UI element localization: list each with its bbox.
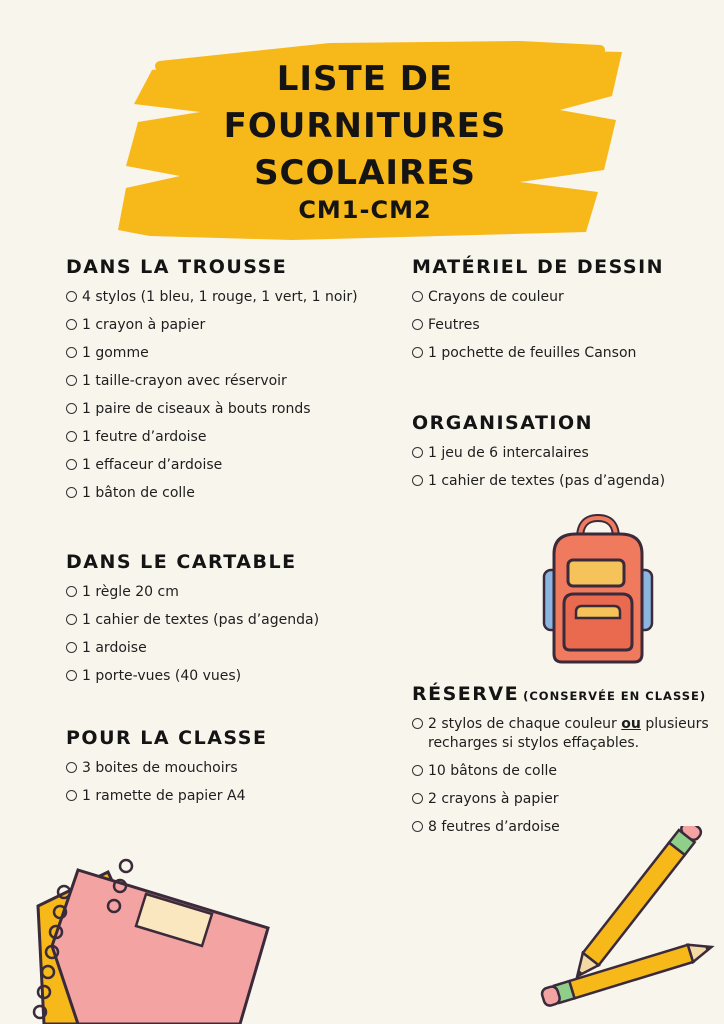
list-item[interactable]: 1 cahier de textes (pas d’agenda) — [412, 472, 665, 491]
section-reserve — [412, 683, 724, 846]
checkbox-icon[interactable] — [412, 319, 423, 330]
checkbox-icon[interactable] — [66, 790, 77, 801]
list-organisation — [412, 444, 665, 491]
checkbox-icon[interactable] — [66, 291, 77, 302]
checkbox-icon[interactable] — [412, 291, 423, 302]
section-title-cartable: DANS LE CARTABLE — [66, 551, 297, 573]
backpack-icon — [536, 514, 660, 668]
list-item[interactable]: 4 stylos (1 bleu, 1 rouge, 1 vert, 1 noir) — [66, 288, 358, 307]
checkbox-icon[interactable] — [412, 765, 423, 776]
checkbox-icon[interactable] — [66, 431, 77, 442]
list-item[interactable]: 1 porte-vues (40 vues) — [66, 667, 319, 686]
checkbox-icon[interactable] — [412, 718, 423, 729]
list-item[interactable]: 1 ardoise — [66, 639, 319, 658]
list-item[interactable]: 10 bâtons de colle — [412, 762, 724, 781]
checkbox-icon[interactable] — [66, 762, 77, 773]
section-title-dessin: MATÉRIEL DE DESSIN — [412, 256, 665, 278]
list-dessin — [412, 288, 664, 363]
section-title-classe: POUR LA CLASSE — [66, 727, 268, 749]
page-title — [150, 56, 580, 225]
list-item[interactable]: 8 feutres d’ardoise — [412, 818, 724, 837]
reserve-note: (CONSERVÉE EN CLASSE) — [523, 689, 707, 703]
list-item[interactable]: 1 gomme — [66, 344, 358, 363]
list-reserve — [412, 715, 724, 837]
pencil-icon — [520, 826, 724, 1024]
list-item[interactable]: 1 crayon à papier — [66, 316, 358, 335]
checkbox-icon[interactable] — [66, 614, 77, 625]
list-item[interactable]: 2 stylos de chaque couleur ou plusieurs recharges si stylos effaçables. — [412, 715, 724, 753]
section-dessin — [412, 256, 664, 372]
section-title-reserve — [412, 683, 724, 705]
list-item[interactable]: 1 pochette de feuilles Canson — [412, 344, 664, 363]
reserve-title: RÉSERVE — [412, 683, 520, 705]
list-item[interactable]: Crayons de couleur — [412, 288, 664, 307]
section-cartable — [66, 551, 319, 695]
section-title-organisation: ORGANISATION — [412, 412, 594, 434]
checkbox-icon[interactable] — [412, 793, 423, 804]
section-trousse — [66, 256, 358, 512]
section-classe — [66, 727, 267, 815]
list-item[interactable]: 1 cahier de textes (pas d’agenda) — [66, 611, 319, 630]
checkbox-icon[interactable] — [66, 403, 77, 414]
title-line-1: LISTE DE — [276, 59, 454, 99]
list-item[interactable]: Feutres — [412, 316, 664, 335]
checkbox-icon[interactable] — [66, 347, 77, 358]
list-item[interactable]: 1 paire de ciseaux à bouts ronds — [66, 400, 358, 419]
checkbox-icon[interactable] — [66, 670, 77, 681]
list-trousse — [66, 288, 358, 503]
list-item[interactable]: 1 effaceur d’ardoise — [66, 456, 358, 475]
checkbox-icon[interactable] — [66, 586, 77, 597]
list-item[interactable]: 1 feutre d’ardoise — [66, 428, 358, 447]
checkbox-icon[interactable] — [66, 375, 77, 386]
list-cartable — [66, 583, 319, 686]
section-title-trousse: DANS LA TROUSSE — [66, 256, 288, 278]
checkbox-icon[interactable] — [412, 475, 423, 486]
checkbox-icon[interactable] — [412, 447, 423, 458]
class-level: CM1-CM2 — [298, 196, 432, 224]
list-item[interactable]: 2 crayons à papier — [412, 790, 724, 809]
checkbox-icon[interactable] — [66, 459, 77, 470]
checkbox-icon[interactable] — [66, 487, 77, 498]
list-item[interactable]: 1 bâton de colle — [66, 484, 358, 503]
section-organisation — [412, 412, 665, 500]
checkbox-icon[interactable] — [66, 642, 77, 653]
notebook-icon — [18, 836, 272, 1024]
checkbox-icon[interactable] — [412, 821, 423, 832]
checkbox-icon[interactable] — [66, 319, 77, 330]
list-classe — [66, 759, 267, 806]
title-line-3: SCOLAIRES — [254, 153, 476, 193]
checkbox-icon[interactable] — [412, 347, 423, 358]
list-item[interactable]: 1 jeu de 6 intercalaires — [412, 444, 665, 463]
list-item[interactable]: 1 taille-crayon avec réservoir — [66, 372, 358, 391]
title-line-2: FOURNITURES — [223, 106, 507, 146]
list-item[interactable]: 1 ramette de papier A4 — [66, 787, 267, 806]
list-item[interactable]: 1 règle 20 cm — [66, 583, 319, 602]
list-item[interactable]: 3 boites de mouchoirs — [66, 759, 267, 778]
